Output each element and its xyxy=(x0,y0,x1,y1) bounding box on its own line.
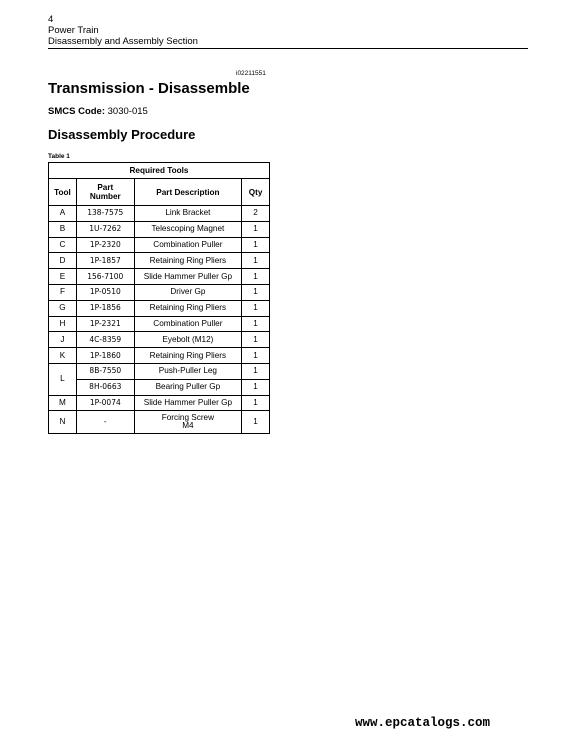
tool-letter: B xyxy=(49,221,77,237)
table-row xyxy=(49,221,270,237)
quantity: 1 xyxy=(242,300,270,316)
table-caption: Required Tools xyxy=(49,163,270,179)
header-tool: Tool xyxy=(49,179,77,206)
table-row xyxy=(49,332,270,348)
quantity: 1 xyxy=(242,316,270,332)
tool-letter: C xyxy=(49,237,77,253)
section-heading: Disassembly Procedure xyxy=(48,127,196,142)
quantity: 1 xyxy=(242,395,270,411)
document-id: i02211551 xyxy=(236,70,266,77)
part-description: Driver Gp xyxy=(134,284,241,300)
table-row xyxy=(49,237,270,253)
quantity: 1 xyxy=(242,253,270,269)
header-subsection: Disassembly and Assembly Section xyxy=(48,36,198,47)
part-number: 4C-8359 xyxy=(76,332,134,348)
table-row xyxy=(49,316,270,332)
smcs-label: SMCS Code: xyxy=(48,106,105,117)
header-part-number-line2: Number xyxy=(89,192,121,201)
header-description: Part Description xyxy=(134,179,241,206)
tool-letter: J xyxy=(49,332,77,348)
quantity: 1 xyxy=(242,363,270,379)
table-row xyxy=(49,269,270,285)
part-number: 1U-7262 xyxy=(76,221,134,237)
part-description: Slide Hammer Puller Gp xyxy=(134,395,241,411)
part-description: Telescoping Magnet xyxy=(134,221,241,237)
tool-letter: E xyxy=(49,269,77,285)
page-number: 4 xyxy=(48,14,54,25)
part-description xyxy=(134,411,241,434)
footer-watermark-url: www.epcatalogs.com xyxy=(355,716,491,730)
part-number: 1P-2321 xyxy=(76,316,134,332)
part-description-line2: M4 xyxy=(182,421,194,431)
part-description: Bearing Puller Gp xyxy=(134,379,241,395)
table-row xyxy=(49,284,270,300)
part-number: 1P-1856 xyxy=(76,300,134,316)
header-part-number xyxy=(76,179,134,206)
page-title: Transmission - Disassemble xyxy=(48,80,250,97)
quantity: 1 xyxy=(242,284,270,300)
part-description: Combination Puller xyxy=(134,237,241,253)
table-header-row xyxy=(49,179,270,206)
tool-letter: D xyxy=(49,253,77,269)
page-header xyxy=(48,14,528,47)
table-row xyxy=(49,411,270,434)
quantity: 1 xyxy=(242,348,270,364)
table-row xyxy=(49,300,270,316)
smcs-code xyxy=(48,106,148,117)
table-row xyxy=(49,253,270,269)
table-row xyxy=(49,395,270,411)
table-row xyxy=(49,363,270,379)
part-number: 8B-7550 xyxy=(76,363,134,379)
tool-letter: H xyxy=(49,316,77,332)
part-description: Retaining Ring Pliers xyxy=(134,300,241,316)
quantity: 1 xyxy=(242,332,270,348)
part-number: 1P-1857 xyxy=(76,253,134,269)
tool-letter: N xyxy=(49,411,77,434)
tool-letter: L xyxy=(49,363,77,395)
quantity: 1 xyxy=(242,411,270,434)
tool-letter: M xyxy=(49,395,77,411)
tool-letter: K xyxy=(49,348,77,364)
table-row xyxy=(49,348,270,364)
tool-letter: G xyxy=(49,300,77,316)
quantity: 2 xyxy=(242,206,270,222)
smcs-value: 3030-015 xyxy=(107,106,148,117)
part-number: 8H-0663 xyxy=(76,379,134,395)
part-description: Retaining Ring Pliers xyxy=(134,253,241,269)
table-row xyxy=(49,379,270,395)
part-description: Retaining Ring Pliers xyxy=(134,348,241,364)
part-number: 1P-1860 xyxy=(76,348,134,364)
header-divider xyxy=(48,48,528,49)
quantity: 1 xyxy=(242,379,270,395)
part-number: 1P-0510 xyxy=(76,284,134,300)
part-number: 138-7575 xyxy=(76,206,134,222)
part-description: Eyebolt (M12) xyxy=(134,332,241,348)
part-number: 156-7100 xyxy=(76,269,134,285)
part-number: - xyxy=(76,411,134,434)
part-description: Combination Puller xyxy=(134,316,241,332)
header-section: Power Train xyxy=(48,25,99,36)
part-description: Link Bracket xyxy=(134,206,241,222)
header-part-number-line1: Part xyxy=(97,183,114,192)
quantity: 1 xyxy=(242,237,270,253)
part-description: Push-Puller Leg xyxy=(134,363,241,379)
quantity: 1 xyxy=(242,269,270,285)
table-row xyxy=(49,206,270,222)
header-qty: Qty xyxy=(242,179,270,206)
part-number: 1P-2320 xyxy=(76,237,134,253)
part-number: 1P-0074 xyxy=(76,395,134,411)
part-description: Slide Hammer Puller Gp xyxy=(134,269,241,285)
part-description-line1: Forcing Screw xyxy=(161,413,215,423)
table-label: Table 1 xyxy=(48,153,70,160)
quantity: 1 xyxy=(242,221,270,237)
required-tools-table xyxy=(48,162,270,434)
tool-letter: F xyxy=(49,284,77,300)
tool-letter: A xyxy=(49,206,77,222)
